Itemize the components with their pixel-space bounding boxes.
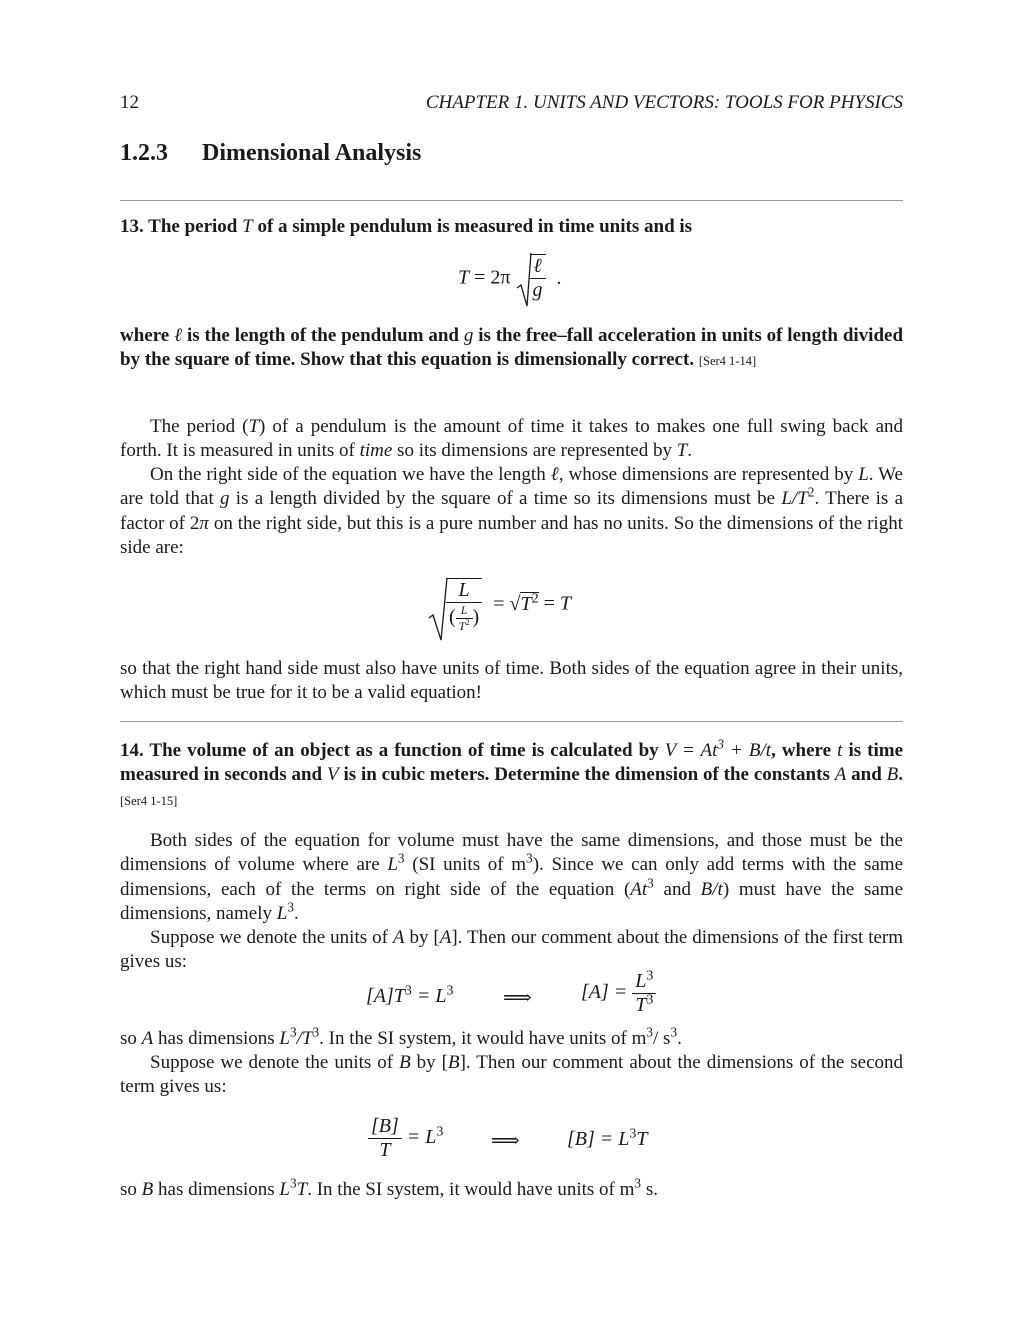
solution-14-paragraph-2: Suppose we denote the units of A by [A]. Then our comment about the dimensions of the first term gives us: bbox=[120, 927, 904, 973]
pendulum-equation: T = 2π $\frac{\text{ℓ}}{g}$ . bbox=[458, 256, 562, 302]
reference-tag: [Ser4 1-15] bbox=[120, 793, 178, 808]
sqrt-symbol bbox=[428, 576, 448, 642]
solution-14-paragraph-5: so B has dimensions $L^3T$. In the SI system, it would have units of $m^3$ s. bbox=[120, 1175, 658, 1200]
divider bbox=[120, 200, 903, 201]
page-number: 12 bbox=[120, 92, 139, 113]
dimension-equation: L ( $\frac{L}{T^2}$ ) = $√T^2 = T$ bbox=[428, 576, 571, 634]
section-heading bbox=[120, 140, 421, 167]
implies-arrow: ⟹ bbox=[491, 1130, 520, 1152]
section-number: 1.2.3 bbox=[120, 140, 168, 166]
solution-14-paragraph-1: Both sides of the equation for volume must have the same dimensions, and those must be the dimensions of volume where are $L^3$ (SI units of $m^3$). Since we can only add terms with the same dimensions, each of the terms on right side of the equation (At$^3$ and B/t) must have the same dimensions, namely $L^3$. bbox=[120, 830, 904, 924]
equation-A-right: [A] = $\frac{L^3}{T^3}$ bbox=[581, 970, 656, 1017]
section-title: Dimensional Analysis bbox=[202, 140, 422, 166]
solution-13-paragraph-3: so that the right hand side must also have units of time. Both sides of the equation agree in their units, which must be true for it to be a valid equation! bbox=[120, 658, 903, 704]
equation-B-right: $[B] = L^3T$ bbox=[567, 1126, 648, 1150]
running-header: CHAPTER 1. UNITS AND VECTORS: TOOLS FOR PHYSICS bbox=[425, 92, 903, 113]
problem-13-where: where ℓ is the length of the pendulum and g is the free–fall acceleration in units of length divided by the square of time. Show that this equation is dimensionally correct. [Ser4 1-14] bbox=[120, 325, 904, 371]
equation-A-left: $[A]T^3 = L^3$ bbox=[366, 983, 454, 1007]
problem-14-statement: 14. The volume of an object as a function of time is calculated by $V = At^3 + B/t$, where t is time measured in seconds and V is in cubic meters. Determine the dimension of the constants A and B. [Ser4 1-15] bbox=[120, 736, 904, 808]
solution-14-paragraph-4: Suppose we denote the units of B by [B]. Then our comment about the dimensions of the second term gives us: bbox=[120, 1052, 904, 1098]
implies-arrow: ⟹ bbox=[503, 987, 532, 1009]
solution-14-paragraph-3: so A has dimensions $L^3/T^3$. In the SI system, it would have units of $m^3/$ $s^3$. bbox=[120, 1024, 682, 1049]
equation-B-left: $\frac{[B]}{T}$ = $L^3$ bbox=[368, 1115, 443, 1162]
divider bbox=[120, 721, 903, 722]
problem-13-statement: 13. The period T of a simple pendulum is measured in time units and is bbox=[120, 216, 693, 237]
sqrt-symbol bbox=[516, 252, 532, 308]
solution-13-paragraph-1: The period (T) of a pendulum is the amount of time it takes to makes one full swing back and forth. It is measured in units of time so its dimensions are represented by T. bbox=[120, 416, 903, 462]
reference-tag: [Ser4 1-14] bbox=[698, 354, 757, 369]
solution-13-paragraph-2: On the right side of the equation we have the length ℓ, whose dimensions are represented by L. We are told that g is a length divided by the square of a time so its dimensions must be $L/T^2$. There is a factor of 2π on the right side, but this is a pure number and has no units. So the dimensions of the right side are: bbox=[120, 464, 904, 558]
